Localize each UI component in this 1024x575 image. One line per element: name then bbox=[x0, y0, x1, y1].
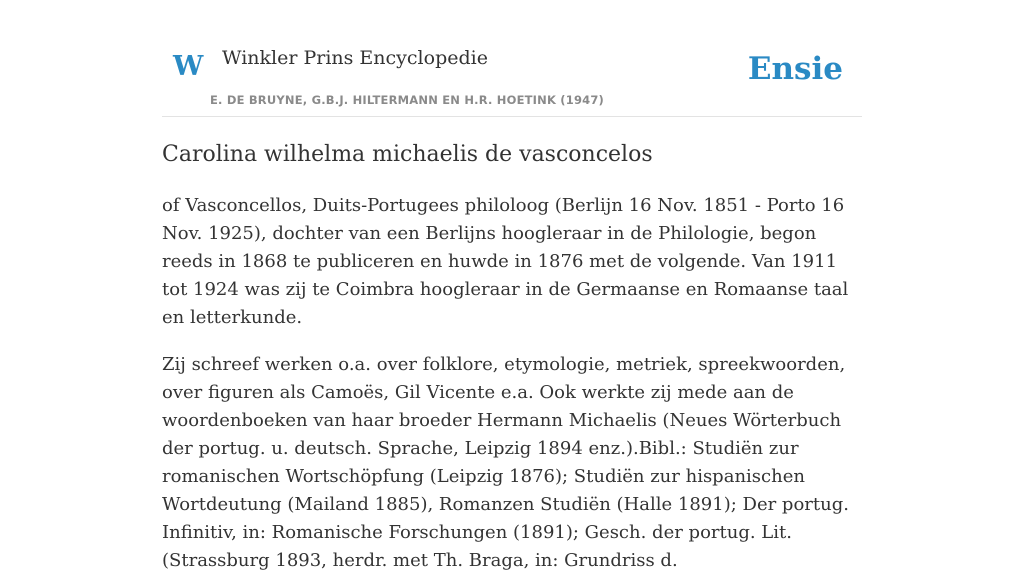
ensie-brand-logo[interactable]: Ensie bbox=[747, 51, 843, 87]
article bbox=[162, 140, 862, 575]
article-title: Carolina wilhelma michaelis de vasconcelos bbox=[162, 142, 653, 167]
site-header bbox=[162, 0, 862, 117]
article-paragraph: Zij schreef werken o.a. over folklore, etymologie, metriek, spreekwoorden, over figuren als Camoës, Gil Vicente e.a. Ook werkte zij mede aan de woordenboeken van haar broeder Hermann Michaelis (Neues Wörterbuch der portug. u. deutsch. Sprache, Leipzig 1894 enz.).Bibl.: Studiën zur romanischen Wortschöpfung (Leipzig 1876); Studiën zur hispanischen Wortdeutung (Mailand 1885), Romanzen Studiën (Halle 1891); Der portug. Infinitiv, in: Romanische Forschungen (1891); Gesch. der portug. Lit. (Strassburg 1893, herdr. met Th. Braga, in: Grundriss d. bbox=[162, 354, 849, 571]
source-title: Winkler Prins Encyclopedie bbox=[222, 47, 488, 69]
article-paragraph: of Vasconcellos, Duits-Portugees philoloog (Berlijn 16 Nov. 1851 - Porto 16 Nov. 1925), dochter van een Berlijns hoogleraar in de Philologie, begon reeds in 1868 te publiceren en huwde in 1876 met de volgende. Van 1911 tot 1924 was zij te Coimbra hoogleraar in de Germaanse en Romaanse taal en letterkunde. bbox=[162, 195, 849, 328]
source-authors: E. DE BRUYNE, G.B.J. HILTERMANN EN H.R. HOETINK (1947) bbox=[210, 93, 605, 107]
winkler-prins-logo[interactable]: W bbox=[173, 51, 204, 82]
